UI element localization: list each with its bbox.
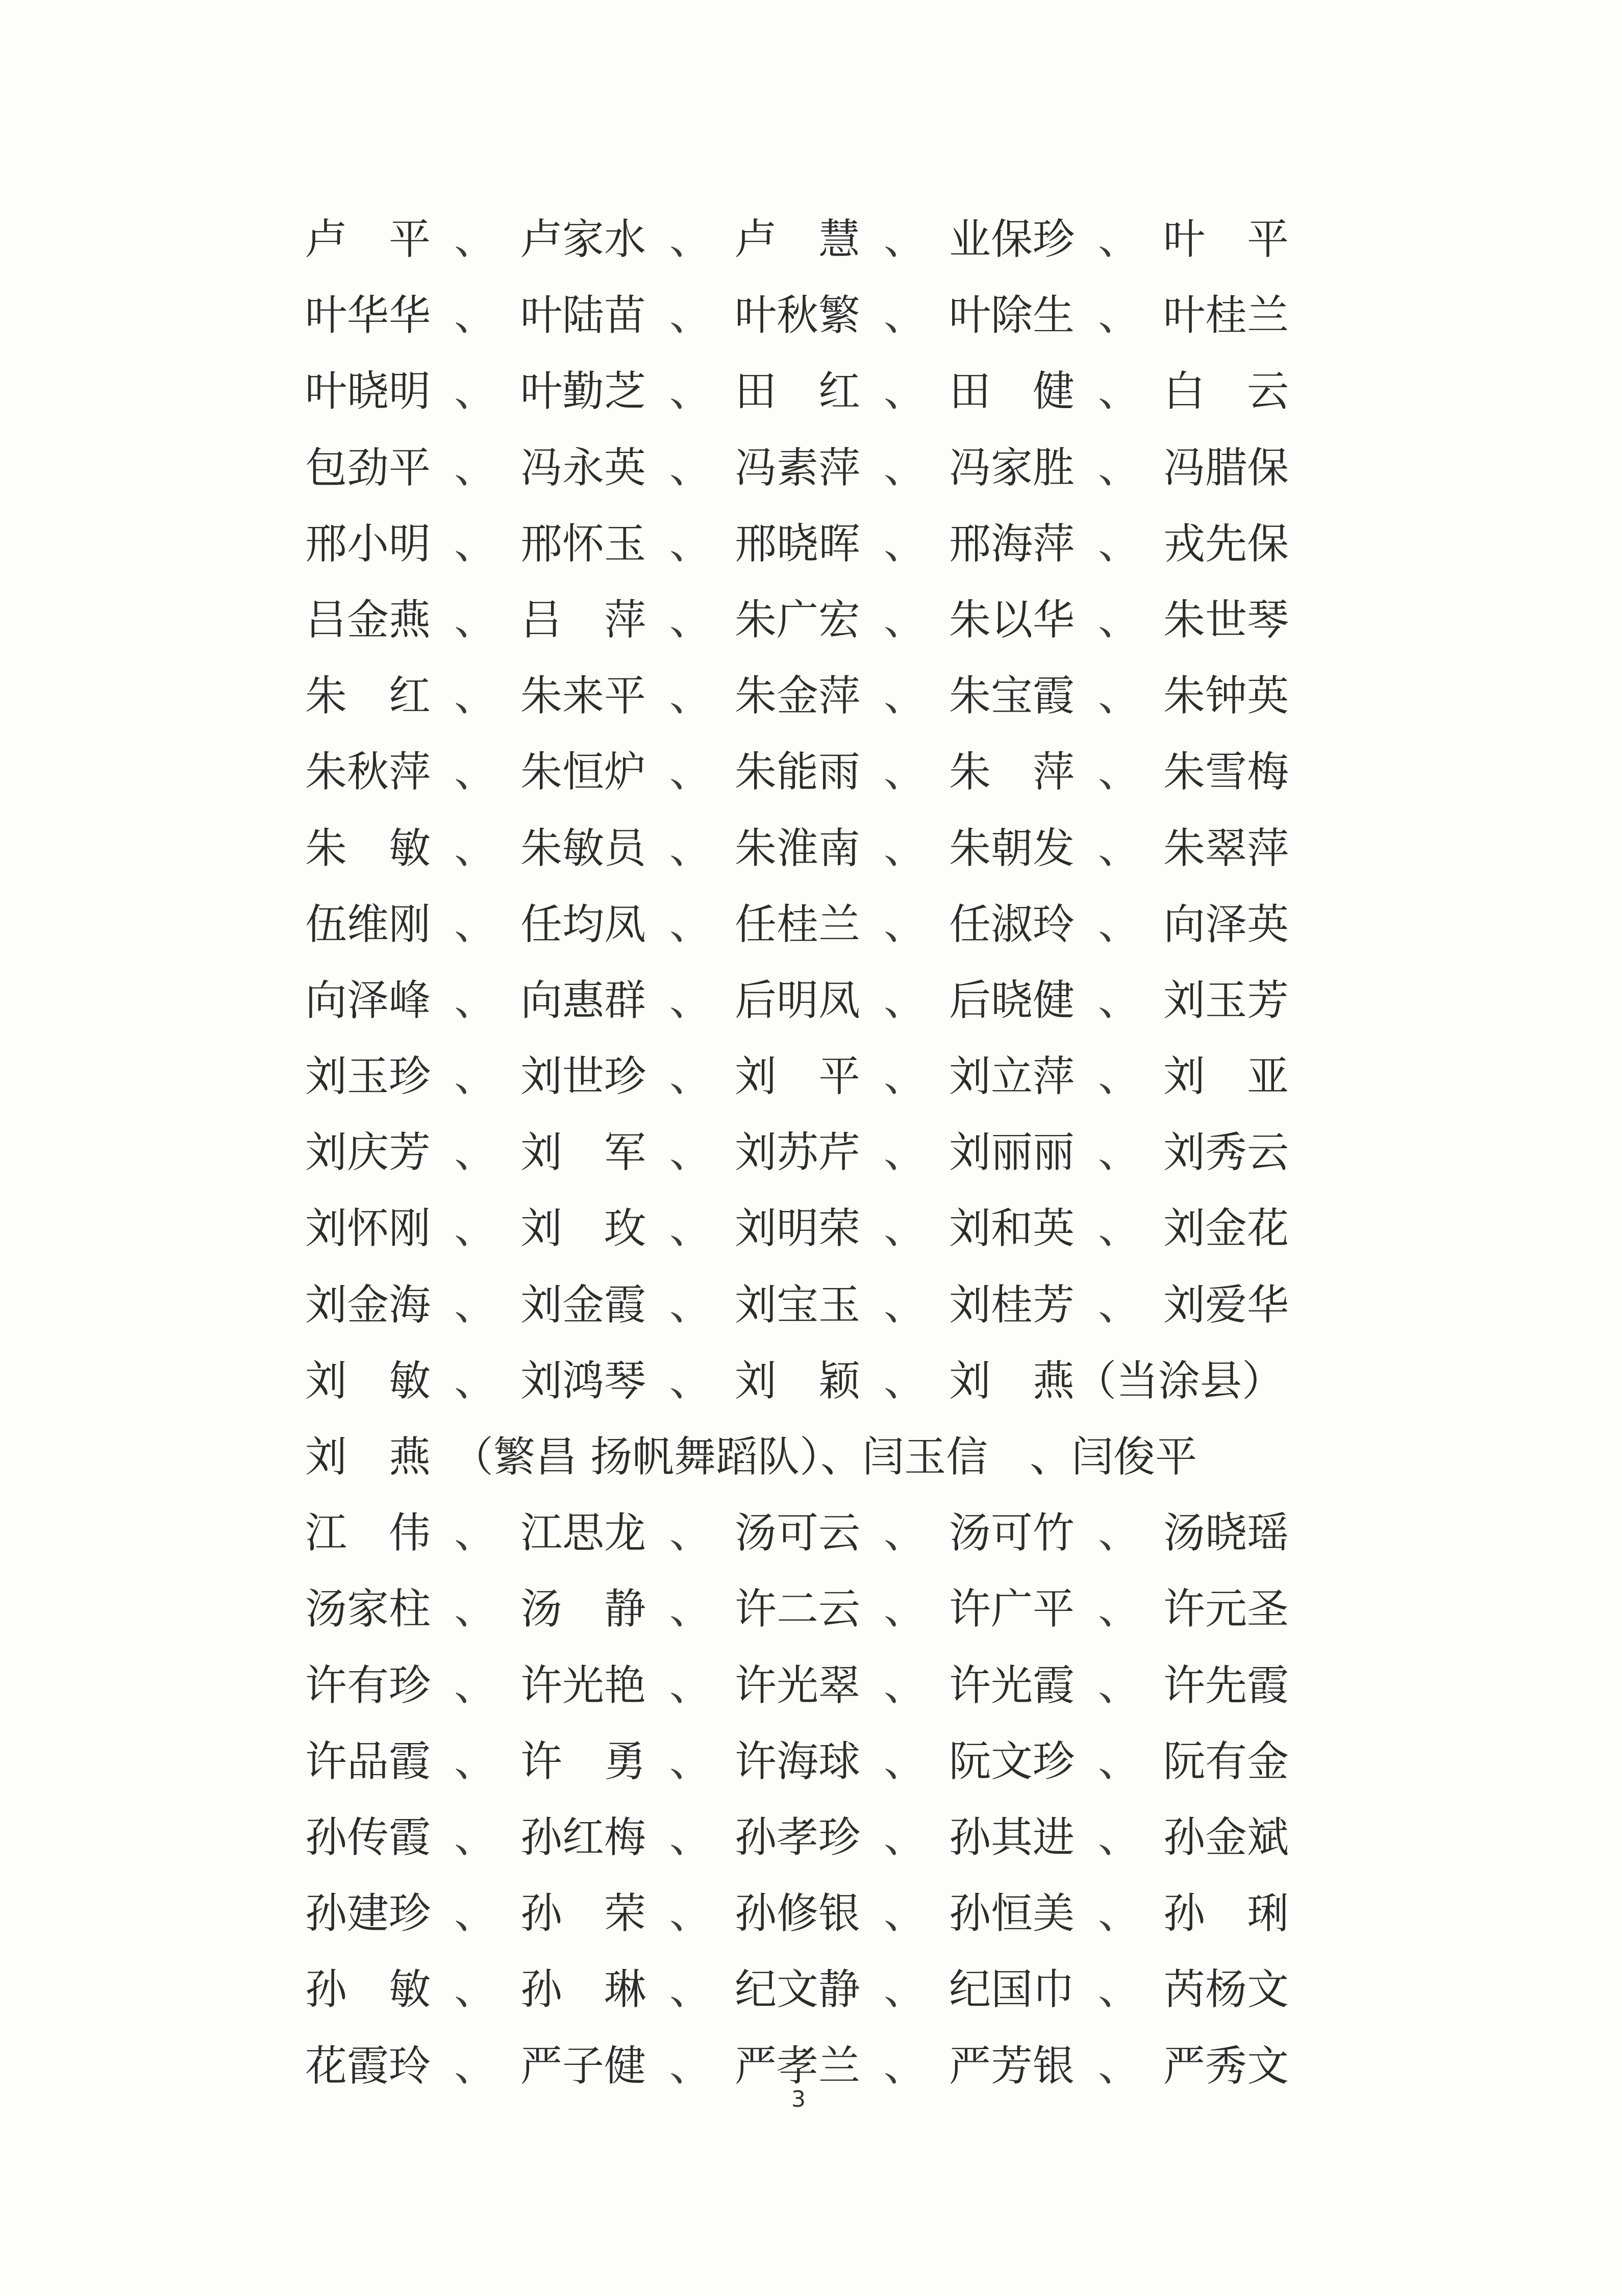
name-separator: 、 — [669, 1128, 712, 1177]
name-entry: 朱 萍 — [949, 748, 1075, 797]
name-separator: 、 — [1098, 595, 1140, 644]
name-separator: 、 — [669, 519, 712, 568]
name-entry: 许海球 — [735, 1737, 861, 1786]
name-separator: 、 — [454, 1965, 496, 2014]
name-row — [301, 354, 1301, 430]
name-separator: 、 — [1098, 367, 1140, 416]
name-separator: 、 — [884, 1661, 926, 1710]
name-entry: 刘 燕 （繁昌 扬帆舞蹈队）、闫玉信 、闫俊平 — [305, 1433, 1197, 1481]
name-entry: 阮有金 — [1163, 1737, 1289, 1786]
name-separator: 、 — [454, 215, 496, 264]
name-separator: 、 — [1098, 2041, 1140, 2090]
name-separator: 、 — [669, 1280, 712, 1329]
name-separator: 、 — [669, 595, 712, 644]
name-entry: 伍维刚 — [305, 900, 431, 949]
name-entry: 任淑玲 — [949, 900, 1075, 949]
name-entry: 邢怀玉 — [520, 519, 646, 568]
name-separator: 、 — [669, 1813, 712, 1862]
name-entry: 许二云 — [735, 1585, 861, 1634]
name-entry: 刘 玫 — [520, 1204, 646, 1253]
name-entry: 刘 敏 — [305, 1356, 431, 1405]
name-entry: 刘 军 — [520, 1128, 646, 1177]
name-separator: 、 — [454, 595, 496, 644]
name-separator: 、 — [669, 367, 712, 416]
name-entry: 纪文静 — [735, 1965, 861, 2014]
name-entry: 刘怀刚 — [305, 1204, 431, 1253]
name-row — [301, 1343, 1301, 1419]
name-separator: 、 — [884, 1965, 926, 2014]
name-entry: 冯素萍 — [735, 443, 861, 492]
name-entry: 许光艳 — [520, 1661, 646, 1710]
name-separator: 、 — [669, 672, 712, 721]
name-row — [301, 1648, 1301, 1724]
name-entry: 许先霞 — [1163, 1661, 1289, 1710]
name-entry: 叶晓明 — [305, 367, 431, 416]
name-separator: 、 — [669, 976, 712, 1025]
name-entry: 阮文珍 — [949, 1737, 1075, 1786]
name-separator: 、 — [1098, 1889, 1140, 1938]
name-separator: 、 — [884, 1889, 926, 1938]
name-separator: 、 — [1098, 1052, 1140, 1101]
name-row — [301, 887, 1301, 963]
name-entry: 刘丽丽 — [949, 1128, 1075, 1177]
name-entry: 包劲平 — [305, 443, 431, 492]
name-separator: 、 — [1098, 1204, 1140, 1253]
name-entry: 许光霞 — [949, 1661, 1075, 1710]
name-entry: 孙传霞 — [305, 1813, 431, 1862]
name-entry: 刘世珍 — [520, 1052, 646, 1101]
name-separator: 、 — [454, 1737, 496, 1786]
name-separator: 、 — [884, 215, 926, 264]
name-entry: 任均凤 — [520, 900, 646, 949]
name-separator: 、 — [669, 2041, 712, 2090]
name-entry: 朱恒炉 — [520, 748, 646, 797]
name-entry: 朱来平 — [520, 672, 646, 721]
name-list — [301, 201, 1301, 2104]
name-separator: 、 — [669, 1737, 712, 1786]
name-separator: 、 — [669, 900, 712, 949]
name-entry: 卢 平 — [305, 215, 431, 264]
name-row — [301, 811, 1301, 887]
name-entry: 严芳银 — [949, 2041, 1075, 2090]
name-entry: 后晓健 — [949, 976, 1075, 1025]
name-separator: 、 — [1098, 976, 1140, 1025]
name-entry: 芮杨文 — [1163, 1965, 1289, 2014]
name-separator: 、 — [669, 1889, 712, 1938]
name-entry: 叶勤芝 — [520, 367, 646, 416]
name-separator: 、 — [454, 748, 496, 797]
name-entry: 刘 燕（当涂县） — [949, 1356, 1284, 1405]
name-separator: 、 — [669, 443, 712, 492]
name-separator: 、 — [884, 367, 926, 416]
name-row — [301, 1191, 1301, 1267]
name-separator: 、 — [669, 1509, 712, 1558]
name-separator: 、 — [884, 824, 926, 873]
name-entry: 向惠群 — [520, 976, 646, 1025]
name-entry: 朱淮南 — [735, 824, 861, 873]
name-entry: 朱 敏 — [305, 824, 431, 873]
name-entry: 朱 红 — [305, 672, 431, 721]
name-separator: 、 — [884, 1280, 926, 1329]
name-entry: 孙 荣 — [520, 1889, 646, 1938]
name-entry: 刘金花 — [1163, 1204, 1289, 1253]
page-number: 3 — [791, 2086, 806, 2112]
name-entry: 朱广宏 — [735, 595, 861, 644]
name-separator: 、 — [1098, 672, 1140, 721]
name-separator: 、 — [454, 291, 496, 340]
name-entry: 许有珍 — [305, 1661, 431, 1710]
name-entry: 孙其进 — [949, 1813, 1075, 1862]
name-entry: 汤可竹 — [949, 1509, 1075, 1558]
name-entry: 刘 平 — [735, 1052, 861, 1101]
name-entry: 许品霞 — [305, 1737, 431, 1786]
name-entry: 白 云 — [1163, 367, 1289, 416]
name-entry: 冯家胜 — [949, 443, 1075, 492]
name-entry: 刘和英 — [949, 1204, 1075, 1253]
name-entry: 刘金海 — [305, 1280, 431, 1329]
name-separator: 、 — [1098, 1965, 1140, 2014]
name-separator: 、 — [669, 1356, 712, 1405]
name-separator: 、 — [884, 1204, 926, 1253]
name-entry: 叶秋繁 — [735, 291, 861, 340]
name-entry: 叶除生 — [949, 291, 1075, 340]
name-entry: 邢晓晖 — [735, 519, 861, 568]
name-entry: 朱能雨 — [735, 748, 861, 797]
name-separator: 、 — [884, 291, 926, 340]
name-entry: 许 勇 — [520, 1737, 646, 1786]
name-row — [301, 1115, 1301, 1191]
name-row — [301, 1419, 1301, 1495]
name-entry: 向泽英 — [1163, 900, 1289, 949]
name-entry: 孙修银 — [735, 1889, 861, 1938]
name-entry: 朱钟英 — [1163, 672, 1289, 721]
name-separator: 、 — [884, 672, 926, 721]
name-separator: 、 — [1098, 824, 1140, 873]
name-entry: 吕 萍 — [520, 595, 646, 644]
name-entry: 刘玉芳 — [1163, 976, 1289, 1025]
name-separator: 、 — [884, 2041, 926, 2090]
name-entry: 向泽峰 — [305, 976, 431, 1025]
name-separator: 、 — [454, 1052, 496, 1101]
name-entry: 汤晓瑶 — [1163, 1509, 1289, 1558]
name-separator: 、 — [1098, 519, 1140, 568]
name-separator: 、 — [669, 1052, 712, 1101]
name-separator: 、 — [884, 1737, 926, 1786]
name-entry: 田 红 — [735, 367, 861, 416]
name-entry: 严子健 — [520, 2041, 646, 2090]
name-entry: 叶陆苗 — [520, 291, 646, 340]
name-entry: 冯腊保 — [1163, 443, 1289, 492]
name-row — [301, 277, 1301, 354]
name-entry: 孙建珍 — [305, 1889, 431, 1938]
name-separator: 、 — [454, 1585, 496, 1634]
name-entry: 孙 琍 — [1163, 1889, 1289, 1938]
name-separator: 、 — [669, 1585, 712, 1634]
name-separator: 、 — [454, 900, 496, 949]
name-entry: 邢小明 — [305, 519, 431, 568]
name-row — [301, 506, 1301, 582]
name-separator: 、 — [669, 1661, 712, 1710]
name-entry: 许光翠 — [735, 1661, 861, 1710]
name-separator: 、 — [884, 519, 926, 568]
name-entry: 刘明荣 — [735, 1204, 861, 1253]
name-separator: 、 — [1098, 1585, 1140, 1634]
name-entry: 孙恒美 — [949, 1889, 1075, 1938]
name-entry: 任桂兰 — [735, 900, 861, 949]
name-separator: 、 — [1098, 215, 1140, 264]
name-separator: 、 — [454, 443, 496, 492]
name-separator: 、 — [884, 443, 926, 492]
name-entry: 田 健 — [949, 367, 1075, 416]
name-entry: 许广平 — [949, 1585, 1075, 1634]
name-entry: 刘 亚 — [1163, 1052, 1289, 1101]
name-entry: 叶华华 — [305, 291, 431, 340]
name-entry: 刘庆芳 — [305, 1128, 431, 1177]
name-separator: 、 — [454, 1128, 496, 1177]
name-entry: 江思龙 — [520, 1509, 646, 1558]
name-separator: 、 — [884, 1052, 926, 1101]
name-separator: 、 — [669, 215, 712, 264]
name-entry: 冯永英 — [520, 443, 646, 492]
name-separator: 、 — [884, 900, 926, 949]
name-entry: 后明凤 — [735, 976, 861, 1025]
name-separator: 、 — [1098, 748, 1140, 797]
name-entry: 孙金斌 — [1163, 1813, 1289, 1862]
name-entry: 汤可云 — [735, 1509, 861, 1558]
name-separator: 、 — [884, 1356, 926, 1405]
name-entry: 严秀文 — [1163, 2041, 1289, 2090]
name-entry: 孙红梅 — [520, 1813, 646, 1862]
name-entry: 孙孝珍 — [735, 1813, 861, 1862]
name-separator: 、 — [454, 824, 496, 873]
name-entry: 朱宝霞 — [949, 672, 1075, 721]
name-entry: 朱世琴 — [1163, 595, 1289, 644]
name-entry: 刘玉珍 — [305, 1052, 431, 1101]
name-separator: 、 — [1098, 1128, 1140, 1177]
name-separator: 、 — [454, 1661, 496, 1710]
name-separator: 、 — [454, 1356, 496, 1405]
name-entry: 刘宝玉 — [735, 1280, 861, 1329]
name-entry: 花霞玲 — [305, 2041, 431, 2090]
name-row — [301, 201, 1301, 277]
name-separator: 、 — [669, 1204, 712, 1253]
name-entry: 刘爱华 — [1163, 1280, 1289, 1329]
name-separator: 、 — [884, 976, 926, 1025]
name-entry: 纪国巾 — [949, 1965, 1075, 2014]
name-row — [301, 1571, 1301, 1647]
name-entry: 业保珍 — [949, 215, 1075, 264]
name-row — [301, 1267, 1301, 1343]
name-separator: 、 — [1098, 291, 1140, 340]
name-entry: 朱秋萍 — [305, 748, 431, 797]
name-entry: 严孝兰 — [735, 2041, 861, 2090]
name-entry: 刘桂芳 — [949, 1280, 1075, 1329]
name-separator: 、 — [454, 1889, 496, 1938]
name-entry: 孙 敏 — [305, 1965, 431, 2014]
name-entry: 朱雪梅 — [1163, 748, 1289, 797]
name-separator: 、 — [1098, 1661, 1140, 1710]
name-separator: 、 — [454, 976, 496, 1025]
name-entry: 叶 平 — [1163, 215, 1289, 264]
name-separator: 、 — [1098, 1280, 1140, 1329]
name-entry: 汤家柱 — [305, 1585, 431, 1634]
name-entry: 卢家水 — [520, 215, 646, 264]
name-entry: 刘立萍 — [949, 1052, 1075, 1101]
name-separator: 、 — [1098, 443, 1140, 492]
name-entry: 刘金霞 — [520, 1280, 646, 1329]
name-entry: 许元圣 — [1163, 1585, 1289, 1634]
name-row — [301, 963, 1301, 1039]
name-entry: 刘秀云 — [1163, 1128, 1289, 1177]
name-entry: 孙 琳 — [520, 1965, 646, 2014]
name-entry: 吕金燕 — [305, 595, 431, 644]
name-separator: 、 — [454, 1813, 496, 1862]
name-entry: 卢 慧 — [735, 215, 861, 264]
name-separator: 、 — [454, 1204, 496, 1253]
name-separator: 、 — [454, 2041, 496, 2090]
name-separator: 、 — [669, 824, 712, 873]
name-entry: 邢海萍 — [949, 519, 1075, 568]
name-separator: 、 — [454, 1280, 496, 1329]
name-separator: 、 — [454, 672, 496, 721]
name-separator: 、 — [669, 748, 712, 797]
name-entry: 朱以华 — [949, 595, 1075, 644]
name-row — [301, 734, 1301, 810]
name-entry: 戎先保 — [1163, 519, 1289, 568]
name-separator: 、 — [669, 291, 712, 340]
name-row — [301, 1952, 1301, 2028]
name-entry: 朱朝发 — [949, 824, 1075, 873]
name-entry: 朱金萍 — [735, 672, 861, 721]
name-separator: 、 — [454, 367, 496, 416]
name-entry: 叶桂兰 — [1163, 291, 1289, 340]
name-separator: 、 — [1098, 1737, 1140, 1786]
name-separator: 、 — [1098, 1813, 1140, 1862]
name-separator: 、 — [1098, 900, 1140, 949]
name-entry: 朱敏员 — [520, 824, 646, 873]
name-separator: 、 — [884, 595, 926, 644]
name-separator: 、 — [884, 1128, 926, 1177]
name-separator: 、 — [454, 1509, 496, 1558]
name-entry: 朱翠萍 — [1163, 824, 1289, 873]
name-row — [301, 1039, 1301, 1115]
name-entry: 刘苏芹 — [735, 1128, 861, 1177]
name-separator: 、 — [884, 1509, 926, 1558]
name-entry: 刘鸿琴 — [520, 1356, 646, 1405]
name-row — [301, 582, 1301, 658]
name-separator: 、 — [884, 1585, 926, 1634]
name-entry: 刘 颖 — [735, 1356, 861, 1405]
name-entry: 汤 静 — [520, 1585, 646, 1634]
name-row — [301, 430, 1301, 506]
name-separator: 、 — [1098, 1509, 1140, 1558]
name-row — [301, 1495, 1301, 1571]
name-entry: 江 伟 — [305, 1509, 431, 1558]
name-row — [301, 658, 1301, 734]
name-row — [301, 1724, 1301, 1800]
name-separator: 、 — [884, 748, 926, 797]
name-row — [301, 1800, 1301, 1876]
name-separator: 、 — [884, 1813, 926, 1862]
name-row — [301, 1876, 1301, 1952]
name-separator: 、 — [454, 519, 496, 568]
name-separator: 、 — [669, 1965, 712, 2014]
